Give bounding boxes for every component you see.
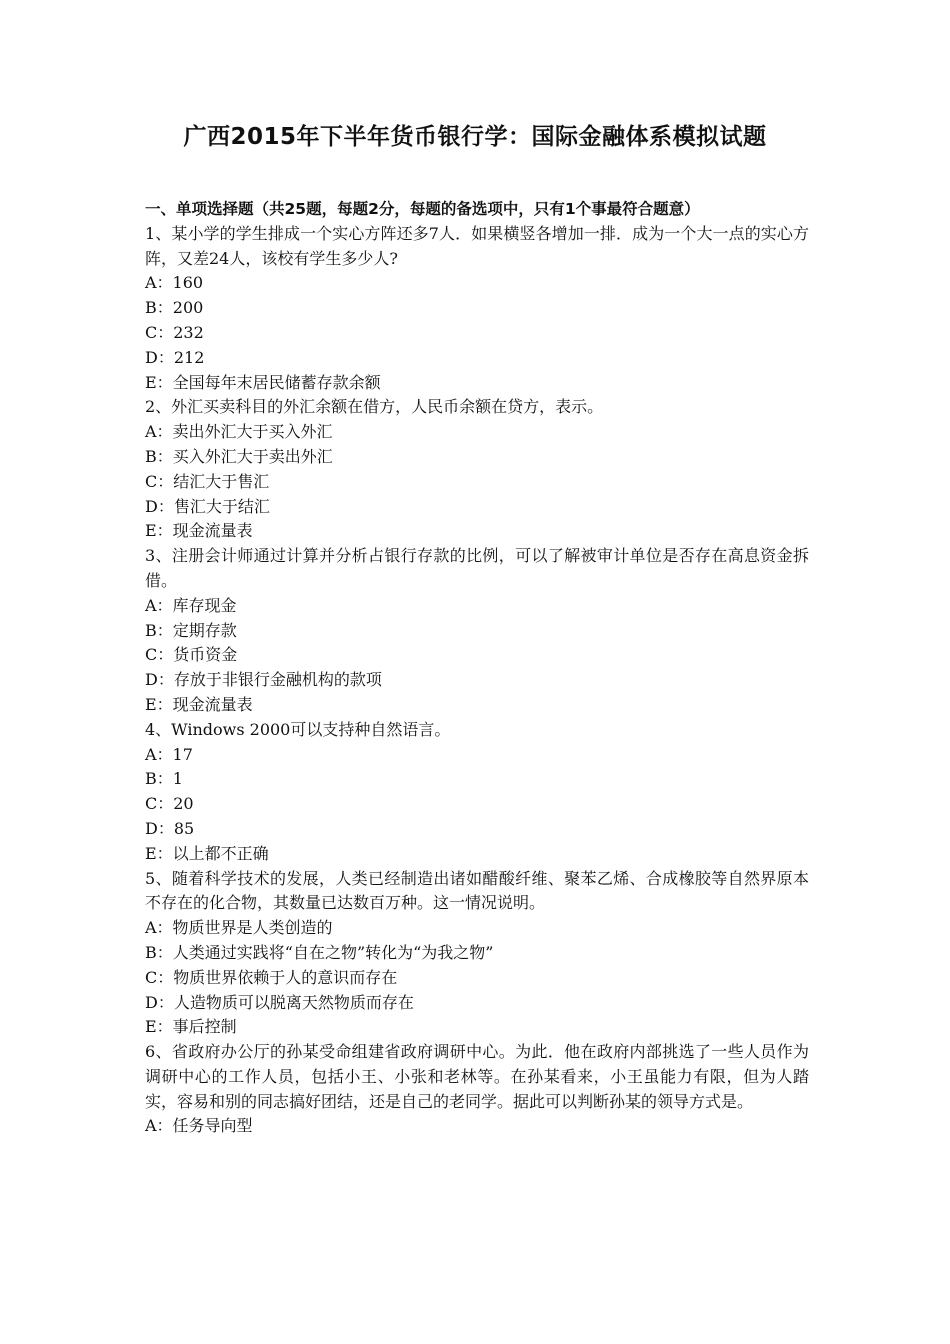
question-4 (145, 718, 809, 867)
section-heading: 一、单项选择题（共25题，每题2分，每题的备选项中，只有1个事最符合题意） (145, 200, 700, 218)
question-5 (145, 867, 809, 1041)
option-e: E：现金流量表 (145, 521, 253, 541)
option-b: B：买入外汇大于卖出外汇 (145, 446, 333, 466)
option-b: B：人类通过实践将“自在之物”转化为“为我之物” (145, 942, 494, 962)
option-e: E：全国每年末居民储蓄存款余额 (145, 372, 381, 392)
option-d: D：售汇大于结汇 (145, 496, 270, 516)
option-b: B：1 (145, 769, 183, 789)
option-a: A：160 (145, 273, 204, 293)
question-1 (145, 222, 809, 396)
question-6 (145, 1040, 809, 1139)
question-3 (145, 544, 809, 718)
document-body (145, 197, 809, 1139)
question-text: 3、注册会计师通过计算并分析占银行存款的比例，可以了解被审计单位是否存在高息资金拆借。 (145, 546, 809, 590)
option-a: A：卖出外汇大于买入外汇 (145, 422, 333, 442)
option-c: C：物质世界依赖于人的意识而存在 (145, 967, 398, 987)
option-c: C：货币资金 (145, 645, 238, 665)
option-b: B：200 (145, 298, 204, 318)
option-a: A：库存现金 (145, 595, 237, 615)
option-c: C：20 (145, 794, 194, 814)
option-d: D：人造物质可以脱离天然物质而存在 (145, 992, 414, 1012)
document-title: 广西2015年下半年货币银行学：国际金融体系模拟试题 (183, 124, 767, 150)
question-text: 6、省政府办公厅的孙某受命组建省政府调研中心。为此．他在政府内部挑选了一些人员作为调研中心的工作人员，包括小王、小张和老林等。在孙某看来，小王虽能力有限，但为人踏实，容易和别的同志搞好团结，还是自己的老同学。据此可以判断孙某的领导方式是。 (145, 1042, 809, 1111)
option-d: D：存放于非银行金融机构的款项 (145, 670, 382, 690)
option-a: A：物质世界是人类创造的 (145, 918, 333, 938)
option-e: E：事后控制 (145, 1017, 237, 1037)
option-a: A：17 (145, 744, 193, 764)
option-b: B：定期存款 (145, 620, 237, 640)
question-text: 1、某小学的学生排成一个实心方阵还多7人．如果横竖各增加一排．成为一个大一点的实心方阵，又差24人，该校有学生多少人? (145, 223, 809, 268)
option-d: D：212 (145, 347, 205, 367)
question-2 (145, 395, 809, 544)
question-text: 4、Windows 2000可以支持种自然语言。 (145, 719, 451, 739)
option-e: E：以上都不正确 (145, 843, 269, 863)
option-a: A：任务导向型 (145, 1116, 253, 1136)
option-d: D：85 (145, 818, 195, 838)
option-e: E：现金流量表 (145, 694, 253, 714)
question-text: 2、外汇买卖科目的外汇余额在借方，人民币余额在贷方，表示。 (145, 397, 604, 417)
option-c: C：232 (145, 322, 204, 342)
option-c: C：结汇大于售汇 (145, 471, 270, 491)
question-text: 5、随着科学技术的发展，人类已经制造出诸如醋酸纤维、聚苯乙烯、合成橡胶等自然界原本不存在的化合物，其数量已达数百万种。这一情况说明。 (145, 868, 809, 913)
